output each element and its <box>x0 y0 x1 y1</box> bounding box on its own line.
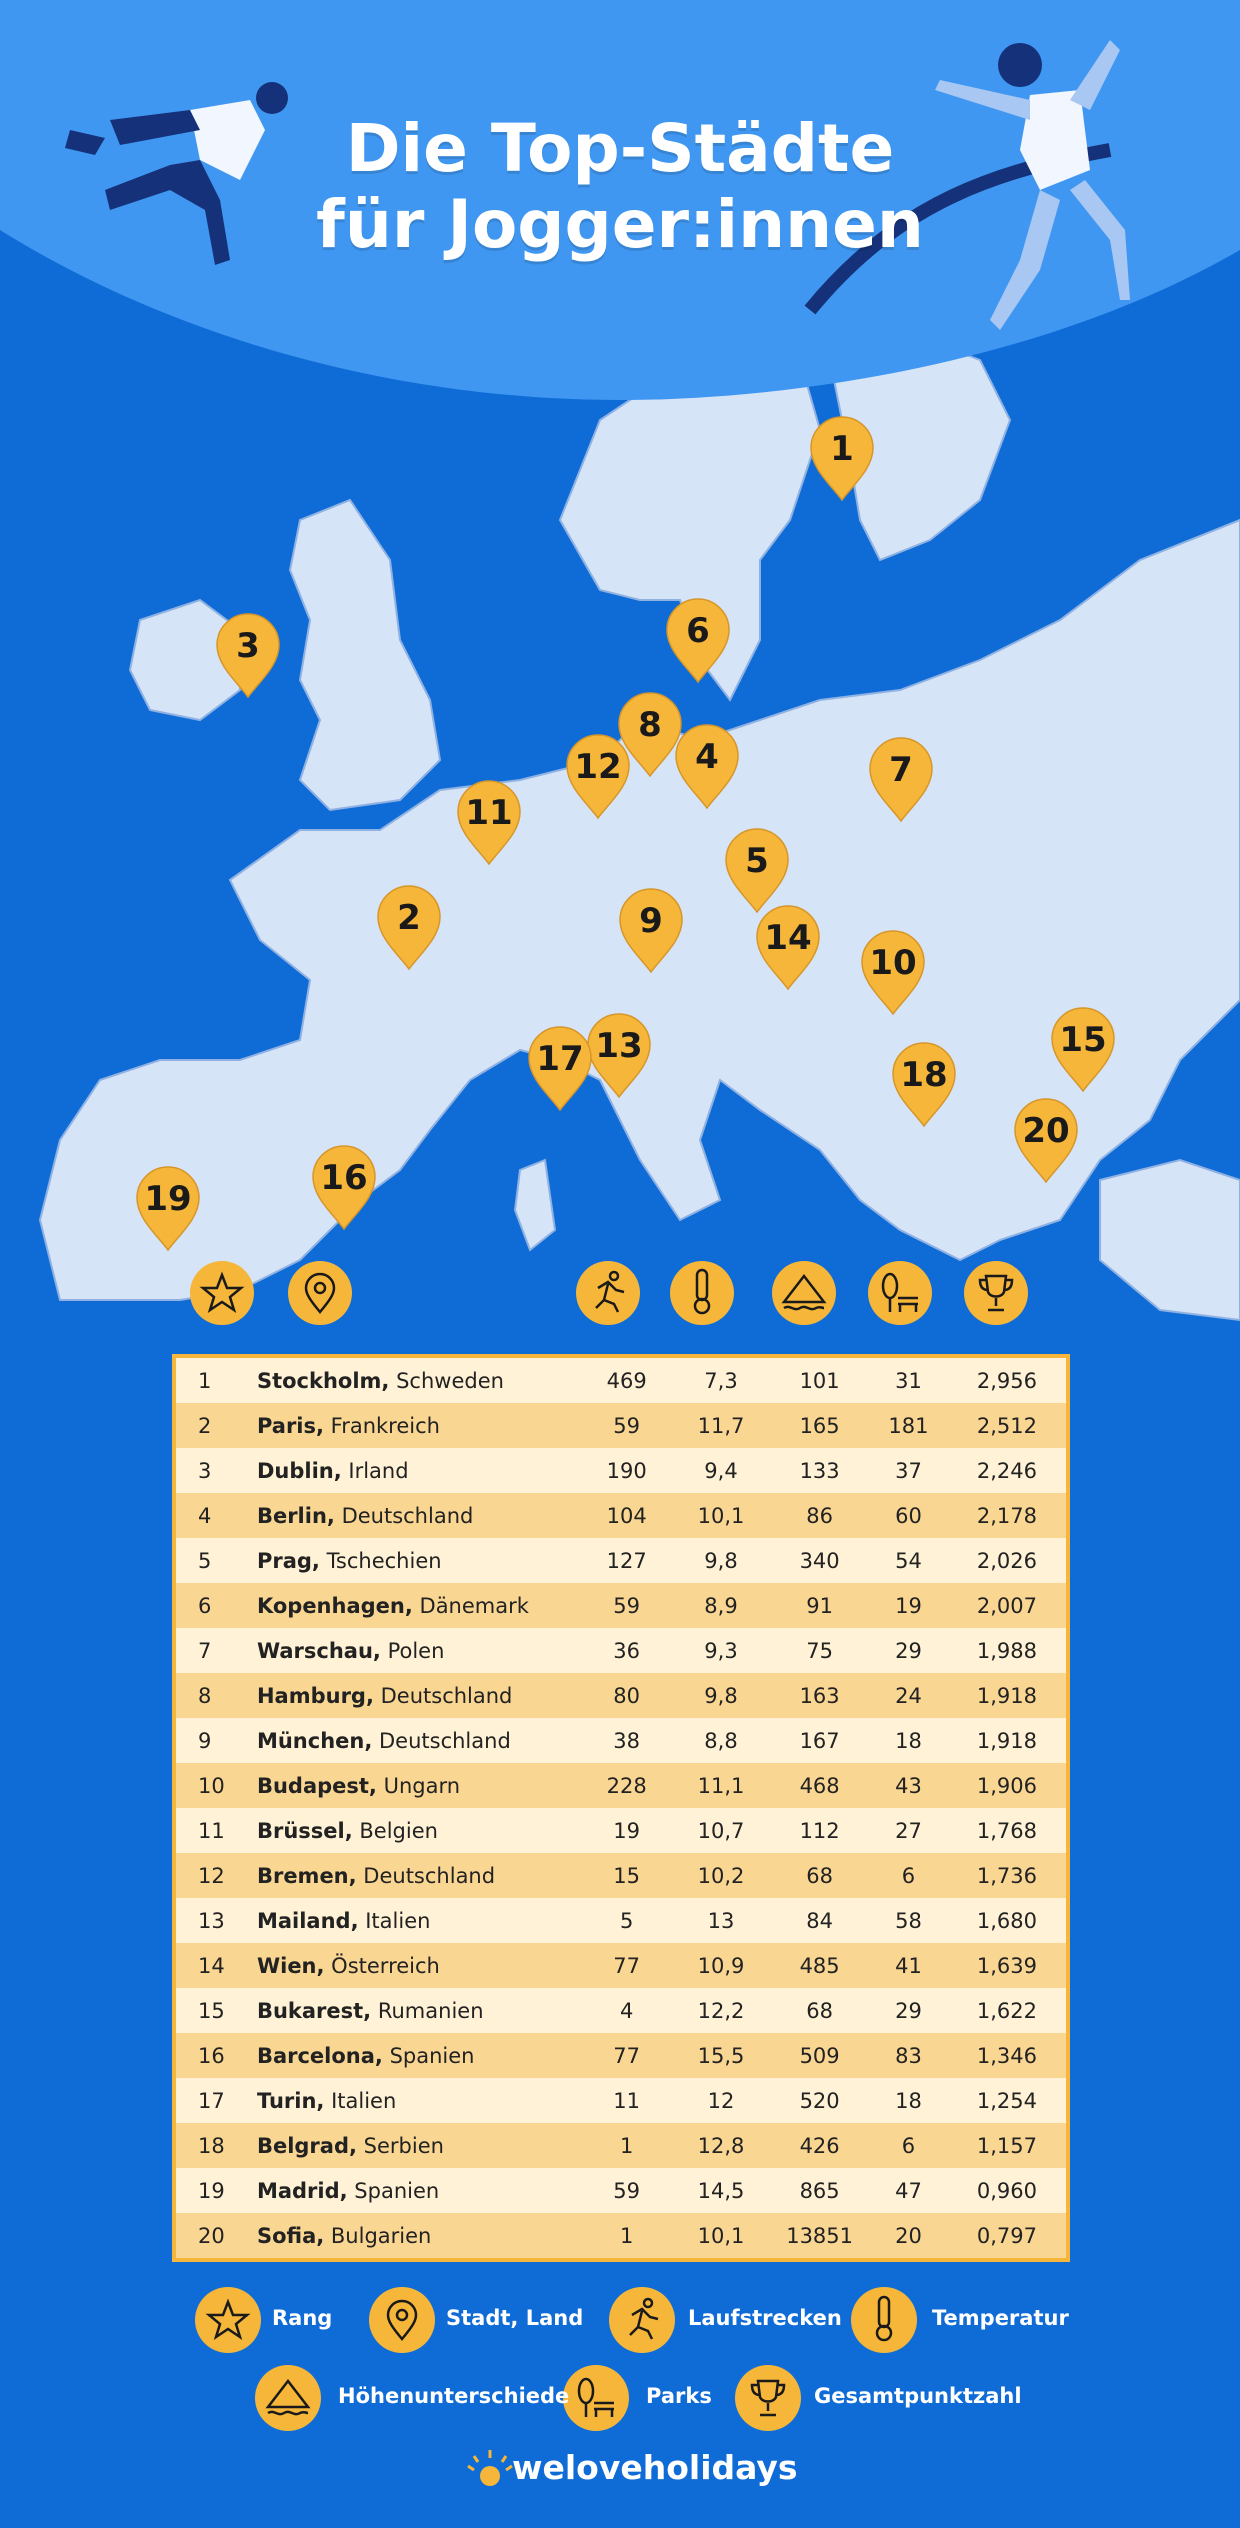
parks-cell: 54 <box>895 1548 922 1573</box>
temperature-cell: 10,7 <box>697 1818 745 1843</box>
country-name: Rumanien <box>371 1998 484 2023</box>
legend-runner-icon <box>609 2287 675 2353</box>
table-row <box>174 1628 1068 1673</box>
table-row <box>174 1493 1068 1538</box>
table-row <box>174 2213 1068 2260</box>
pin-label: 9 <box>639 901 663 941</box>
country-name: Deutschland <box>372 1728 511 1753</box>
pin-label: 6 <box>686 611 710 651</box>
city-country-cell <box>257 2123 582 2168</box>
temperature-cell: 9,8 <box>704 1548 738 1573</box>
temperature-cell: 8,9 <box>704 1593 738 1618</box>
rank-cell: 6 <box>198 1593 212 1618</box>
city-pin-12 <box>567 735 629 818</box>
table-row <box>174 1448 1068 1493</box>
country-name: Spanien <box>382 2043 475 2068</box>
runs-cell: 469 <box>606 1368 647 1393</box>
city-name: Budapest, <box>256 1773 377 1798</box>
parks-cell: 24 <box>895 1683 922 1708</box>
altitude-cell: 68 <box>806 1998 833 2023</box>
city-pin-7 <box>870 738 932 821</box>
ranking-table-body <box>174 1356 1068 2260</box>
runs-cell: 15 <box>613 1863 641 1888</box>
altitude-cell: 75 <box>806 1638 833 1663</box>
score-cell: 2,956 <box>976 1368 1037 1393</box>
altitude-cell: 167 <box>799 1728 840 1753</box>
score-cell: 1,906 <box>976 1773 1037 1798</box>
temperature-cell: 14,5 <box>697 2178 745 2203</box>
parks-cell: 60 <box>895 1503 922 1528</box>
altitude-cell: 163 <box>799 1683 840 1708</box>
pin-label: 7 <box>889 750 913 790</box>
parks-cell: 29 <box>895 1638 922 1663</box>
country-name: Schweden <box>389 1368 504 1393</box>
city-name: München, <box>256 1728 373 1753</box>
runs-cell: 5 <box>619 1908 634 1933</box>
city-name: Prag, <box>256 1548 320 1573</box>
legend-label-city-country: Stadt, Land <box>446 2306 584 2330</box>
city-country-cell <box>257 1943 582 1988</box>
city-name: Belgrad, <box>256 2133 357 2158</box>
temperature-cell: 12,2 <box>697 1998 745 2023</box>
country-name: Frankreich <box>323 1413 440 1438</box>
parks-cell: 31 <box>895 1368 922 1393</box>
rank-cell: 12 <box>198 1863 225 1888</box>
rank-cell: 4 <box>198 1503 212 1528</box>
country-name: Deutschland <box>356 1863 496 1888</box>
table-row <box>174 1988 1068 2033</box>
parks-cell: 29 <box>895 1998 922 2023</box>
parks-cell: 43 <box>895 1773 922 1798</box>
city-name: Kopenhagen, <box>256 1593 413 1618</box>
parks-cell: 27 <box>895 1818 922 1843</box>
pin-label: 10 <box>869 943 917 983</box>
table-row <box>174 2123 1068 2168</box>
country-name: Italien <box>358 1908 431 1933</box>
city-pin-3 <box>217 614 279 697</box>
city-name: Warschau, <box>256 1638 381 1663</box>
rank-cell: 20 <box>198 2223 225 2248</box>
pin-label: 2 <box>397 898 421 938</box>
city-name: Sofia, <box>256 2223 325 2248</box>
runs-cell: 59 <box>613 1593 641 1618</box>
altitude-cell: 133 <box>799 1458 840 1483</box>
city-name: Berlin, <box>256 1503 335 1528</box>
thermometer-icon <box>670 1261 734 1325</box>
pin-label: 5 <box>745 841 769 881</box>
score-cell: 2,026 <box>976 1548 1037 1573</box>
parks-cell: 19 <box>895 1593 922 1618</box>
parks-cell: 181 <box>888 1413 929 1438</box>
table-row <box>174 1943 1068 1988</box>
city-name: Hamburg, <box>256 1683 374 1708</box>
city-pin-13 <box>588 1014 650 1097</box>
altitude-cell: 865 <box>799 2178 840 2203</box>
city-pin-1 <box>811 417 873 500</box>
score-cell: 2,512 <box>976 1413 1037 1438</box>
parks-cell: 18 <box>895 2088 922 2113</box>
parks-cell: 37 <box>895 1458 922 1483</box>
legend-label-altitude: Höhenunterschiede <box>338 2384 570 2408</box>
parks-cell: 20 <box>895 2223 922 2248</box>
parks-cell: 58 <box>895 1908 922 1933</box>
city-country-cell <box>257 1673 582 1718</box>
city-name: Turin, <box>256 2088 325 2113</box>
score-cell: 1,736 <box>976 1863 1037 1888</box>
city-country-cell <box>257 1538 582 1583</box>
city-pin-4 <box>676 725 738 808</box>
table-row <box>174 2033 1068 2078</box>
temperature-cell: 10,1 <box>697 2223 745 2248</box>
brand-logo-text: weloveholidays <box>512 2448 798 2487</box>
runs-cell: 38 <box>613 1728 641 1753</box>
runner-icon <box>576 1261 640 1325</box>
country-name: Ungarn <box>376 1773 461 1798</box>
country-name: Spanien <box>347 2178 440 2203</box>
score-cell: 1,768 <box>976 1818 1037 1843</box>
ranking-table <box>172 1354 1070 2262</box>
table-row <box>174 1718 1068 1763</box>
runs-cell: 19 <box>613 1818 641 1843</box>
rank-cell: 2 <box>198 1413 212 1438</box>
parks-cell: 83 <box>895 2043 922 2068</box>
rank-cell: 11 <box>198 1818 225 1843</box>
rank-cell: 1 <box>198 1368 212 1393</box>
altitude-cell: 468 <box>799 1773 840 1798</box>
altitude-cell: 426 <box>799 2133 840 2158</box>
score-cell: 2,246 <box>976 1458 1037 1483</box>
country-name: Serbien <box>356 2133 444 2158</box>
temperature-cell: 10,2 <box>697 1863 745 1888</box>
rank-cell: 10 <box>198 1773 225 1798</box>
temperature-cell: 9,4 <box>704 1458 738 1483</box>
country-name: Belgien <box>352 1818 438 1843</box>
table-row <box>174 2168 1068 2213</box>
runs-cell: 127 <box>606 1548 647 1573</box>
city-country-cell <box>257 2168 582 2213</box>
parks-cell: 41 <box>895 1953 922 1978</box>
city-pin-16 <box>313 1146 375 1229</box>
city-name: Stockholm, <box>256 1368 390 1393</box>
pin-label: 11 <box>465 793 513 833</box>
runs-cell: 1 <box>619 2133 634 2158</box>
rank-cell: 15 <box>198 1998 225 2023</box>
page-title-line-1: Die Top-Städte <box>345 110 895 187</box>
country-name: Deutschland <box>334 1503 474 1528</box>
runs-cell: 1 <box>619 2223 634 2248</box>
country-name: Irland <box>341 1458 409 1483</box>
city-pin-17 <box>529 1027 591 1110</box>
rank-cell: 13 <box>198 1908 225 1933</box>
rank-cell: 16 <box>198 2043 225 2068</box>
temperature-cell: 13 <box>707 1908 735 1933</box>
temperature-cell: 10,1 <box>697 1503 745 1528</box>
city-pin-2 <box>378 886 440 969</box>
city-name: Wien, <box>256 1953 325 1978</box>
table-row <box>174 1403 1068 1448</box>
pin-label: 14 <box>764 918 812 958</box>
city-country-cell <box>257 1718 582 1763</box>
legend-label-parks: Parks <box>646 2384 712 2408</box>
score-cell: 0,960 <box>976 2178 1037 2203</box>
parks-cell: 47 <box>895 2178 922 2203</box>
score-cell: 1,254 <box>976 2088 1037 2113</box>
rank-cell: 9 <box>198 1728 212 1753</box>
city-country-cell <box>257 1808 582 1853</box>
altitude-cell: 68 <box>806 1863 833 1888</box>
city-country-cell <box>257 2213 582 2260</box>
city-pin-15 <box>1052 1008 1114 1091</box>
altitude-cell: 520 <box>799 2088 840 2113</box>
city-pin-5 <box>726 829 788 912</box>
legend-mountain-icon <box>255 2365 321 2431</box>
runs-cell: 77 <box>613 2043 641 2068</box>
location-pin-icon <box>288 1261 352 1325</box>
pin-label: 19 <box>144 1179 192 1219</box>
city-pin-6 <box>667 599 729 682</box>
country-name: Bulgarien <box>324 2223 432 2248</box>
legend-label-rank: Rang <box>272 2306 333 2330</box>
city-country-cell <box>257 1356 582 1403</box>
legend-label-runs: Laufstrecken <box>688 2306 842 2330</box>
score-cell: 1,680 <box>976 1908 1037 1933</box>
city-country-cell <box>257 1853 582 1898</box>
city-pin-14 <box>757 906 819 989</box>
score-cell: 2,007 <box>976 1593 1037 1618</box>
rank-cell: 19 <box>198 2178 225 2203</box>
score-cell: 1,346 <box>976 2043 1037 2068</box>
city-name: Bukarest, <box>256 1998 372 2023</box>
score-cell: 1,157 <box>976 2133 1037 2158</box>
city-country-cell <box>257 1898 582 1943</box>
pin-label: 15 <box>1059 1020 1107 1060</box>
table-row <box>174 1763 1068 1808</box>
score-cell: 1,622 <box>976 1998 1037 2023</box>
city-pin-9 <box>620 889 682 972</box>
score-cell: 1,918 <box>976 1683 1037 1708</box>
parks-cell: 18 <box>895 1728 922 1753</box>
runs-cell: 59 <box>613 1413 641 1438</box>
table-row <box>174 1898 1068 1943</box>
city-country-cell <box>257 1403 582 1448</box>
runs-cell: 59 <box>613 2178 641 2203</box>
altitude-cell: 84 <box>806 1908 833 1933</box>
temperature-cell: 15,5 <box>697 2043 745 2068</box>
country-name: Polen <box>380 1638 445 1663</box>
city-country-cell <box>257 1583 582 1628</box>
runs-cell: 36 <box>613 1638 641 1663</box>
table-row <box>174 1356 1068 1403</box>
altitude-cell: 340 <box>799 1548 840 1573</box>
legend-trophy-icon <box>735 2365 801 2431</box>
rank-cell: 8 <box>198 1683 212 1708</box>
city-name: Mailand, <box>256 1908 359 1933</box>
temperature-cell: 8,8 <box>704 1728 738 1753</box>
legend-label-temperature: Temperatur <box>932 2306 1069 2330</box>
city-country-cell <box>257 1448 582 1493</box>
score-cell: 1,988 <box>976 1638 1037 1663</box>
runs-cell: 80 <box>613 1683 641 1708</box>
city-country-cell <box>257 1988 582 2033</box>
temperature-cell: 12 <box>707 2088 735 2113</box>
city-name: Madrid, <box>256 2178 348 2203</box>
temperature-cell: 11,1 <box>697 1773 745 1798</box>
city-country-cell <box>257 1763 582 1808</box>
city-pin-18 <box>893 1043 955 1126</box>
pin-label: 3 <box>236 626 260 666</box>
country-name: Dänemark <box>412 1593 529 1618</box>
city-country-cell <box>257 2078 582 2123</box>
altitude-cell: 13851 <box>786 2223 854 2248</box>
city-name: Barcelona, <box>256 2043 383 2068</box>
legend-park-icon <box>563 2365 629 2431</box>
temperature-cell: 10,9 <box>697 1953 745 1978</box>
pin-label: 18 <box>900 1055 948 1095</box>
pin-label: 20 <box>1022 1111 1070 1151</box>
rank-cell: 17 <box>198 2088 225 2113</box>
runs-cell: 4 <box>619 1998 634 2023</box>
column-icons <box>0 1248 1240 1338</box>
city-pin-11 <box>458 781 520 864</box>
country-name: Deutschland <box>373 1683 513 1708</box>
country-name: Tschechien <box>319 1548 442 1573</box>
pin-label: 17 <box>536 1039 584 1079</box>
city-pin-20 <box>1015 1099 1077 1182</box>
runs-cell: 77 <box>613 1953 641 1978</box>
legend-label-score: Gesamtpunktzahl <box>814 2384 1022 2408</box>
runs-cell: 104 <box>606 1503 647 1528</box>
rank-cell: 7 <box>198 1638 212 1663</box>
city-pin-10 <box>862 931 924 1014</box>
mountain-icon <box>772 1261 836 1325</box>
rank-cell: 3 <box>198 1458 212 1483</box>
city-name: Paris, <box>256 1413 324 1438</box>
brand-sun-icon <box>468 2450 512 2486</box>
city-country-cell <box>257 1628 582 1673</box>
table-row <box>174 1538 1068 1583</box>
score-cell: 1,918 <box>976 1728 1037 1753</box>
rank-cell: 18 <box>198 2133 225 2158</box>
rank-cell: 5 <box>198 1548 212 1573</box>
trophy-icon <box>964 1261 1028 1325</box>
city-pin-19 <box>137 1167 199 1250</box>
altitude-cell: 509 <box>799 2043 840 2068</box>
pin-label: 1 <box>830 429 854 469</box>
altitude-cell: 112 <box>799 1818 840 1843</box>
pin-label: 13 <box>595 1026 643 1066</box>
table-row <box>174 2078 1068 2123</box>
temperature-cell: 9,8 <box>704 1683 738 1708</box>
temperature-cell: 9,3 <box>704 1638 738 1663</box>
pin-label: 16 <box>320 1158 368 1198</box>
temperature-cell: 7,3 <box>704 1368 738 1393</box>
parks-cell: 6 <box>901 1863 916 1888</box>
city-country-cell <box>257 2033 582 2078</box>
table-row <box>174 1583 1068 1628</box>
table-row <box>174 1673 1068 1718</box>
altitude-cell: 86 <box>806 1503 833 1528</box>
country-name: Italien <box>324 2088 397 2113</box>
temperature-cell: 11,7 <box>697 1413 745 1438</box>
parks-cell: 6 <box>901 2133 916 2158</box>
pin-label: 4 <box>695 737 719 777</box>
rank-cell: 14 <box>198 1953 225 1978</box>
runs-cell: 228 <box>606 1773 647 1798</box>
star-icon <box>190 1261 254 1325</box>
altitude-cell: 485 <box>799 1953 840 1978</box>
city-name: Dublin, <box>256 1458 342 1483</box>
score-cell: 2,178 <box>976 1503 1037 1528</box>
runs-cell: 190 <box>606 1458 647 1483</box>
country-name: Österreich <box>324 1953 440 1978</box>
park-icon <box>868 1261 932 1325</box>
table-row <box>174 1808 1068 1853</box>
score-cell: 0,797 <box>976 2223 1037 2248</box>
table-row <box>174 1853 1068 1898</box>
temperature-cell: 12,8 <box>697 2133 745 2158</box>
city-country-cell <box>257 1493 582 1538</box>
legend-location-pin-icon <box>369 2287 435 2353</box>
pin-label: 8 <box>638 705 662 745</box>
pin-label: 12 <box>574 747 622 787</box>
altitude-cell: 165 <box>799 1413 840 1438</box>
page-title-line-2: für Jogger:innen <box>316 186 924 263</box>
score-cell: 1,639 <box>976 1953 1037 1978</box>
runs-cell: 11 <box>613 2088 641 2113</box>
city-name: Brüssel, <box>256 1818 353 1843</box>
city-name: Bremen, <box>256 1863 357 1888</box>
legend-star-icon <box>195 2287 261 2353</box>
altitude-cell: 91 <box>806 1593 833 1618</box>
altitude-cell: 101 <box>799 1368 840 1393</box>
legend-thermometer-icon <box>851 2287 917 2353</box>
